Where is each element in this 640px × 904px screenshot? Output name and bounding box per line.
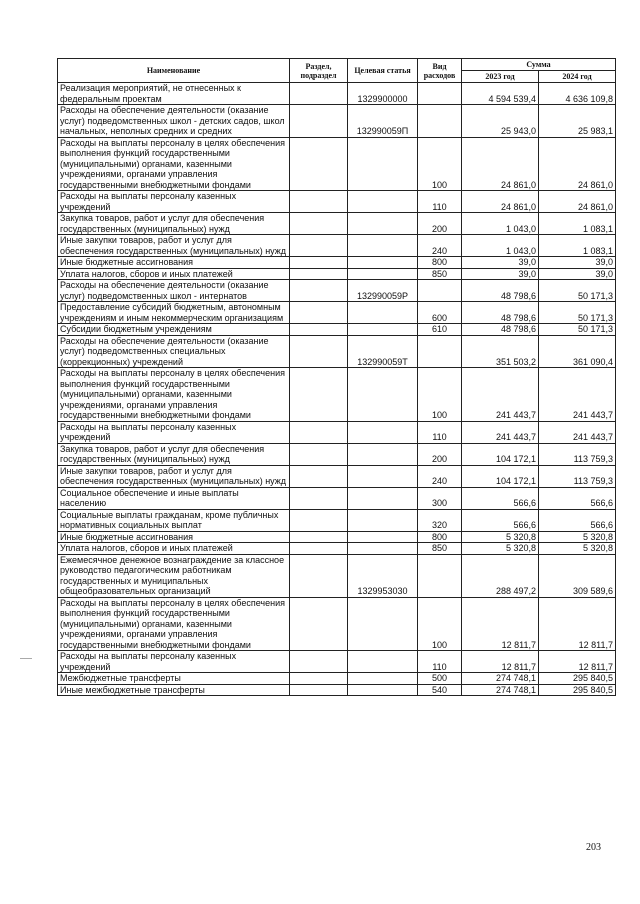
cell-kind: 850	[418, 543, 462, 555]
cell-sum-2023: 48 798,6	[462, 302, 539, 324]
cell-name: Предоставление субсидий бюджетным, автономным учреждениям и иным некоммерческим организациям	[58, 302, 290, 324]
cell-sum-2024: 39,0	[539, 257, 616, 269]
cell-name: Субсидии бюджетным учреждениям	[58, 324, 290, 336]
cell-section	[290, 280, 348, 302]
cell-section	[290, 597, 348, 651]
cell-sum-2023: 5 320,8	[462, 543, 539, 555]
cell-sum-2024: 5 320,8	[539, 543, 616, 555]
cell-sum-2023: 566,6	[462, 509, 539, 531]
cell-sum-2024: 50 171,3	[539, 280, 616, 302]
cell-target	[348, 487, 418, 509]
cell-sum-2023: 25 943,0	[462, 105, 539, 138]
cell-sum-2023: 4 594 539,4	[462, 83, 539, 105]
table-row	[58, 443, 616, 465]
cell-target	[348, 213, 418, 235]
cell-name: Реализация мероприятий, не отнесенных к федеральным проектам	[58, 83, 290, 105]
cell-target	[348, 137, 418, 191]
cell-sum-2023: 24 861,0	[462, 137, 539, 191]
cell-section	[290, 368, 348, 422]
cell-kind: 300	[418, 487, 462, 509]
table-row	[58, 83, 616, 105]
cell-sum-2024: 113 759,3	[539, 443, 616, 465]
cell-section	[290, 335, 348, 368]
cell-kind: 200	[418, 213, 462, 235]
cell-kind: 200	[418, 443, 462, 465]
cell-section	[290, 487, 348, 509]
header-year-2024: 2024 год	[539, 71, 616, 83]
table-row	[58, 673, 616, 685]
cell-name: Расходы на выплаты персоналу казенных учреждений	[58, 651, 290, 673]
cell-kind: 800	[418, 531, 462, 543]
cell-name: Расходы на обеспечение деятельности (оказание услуг) подведомственных специальных (коррекционных) учреждений	[58, 335, 290, 368]
cell-sum-2023: 5 320,8	[462, 531, 539, 543]
cell-target	[348, 268, 418, 280]
cell-target	[348, 651, 418, 673]
cell-section	[290, 651, 348, 673]
table-row	[58, 191, 616, 213]
table-row	[58, 324, 616, 336]
cell-kind: 240	[418, 465, 462, 487]
cell-name: Ежемесячное денежное вознаграждение за классное руководство педагогическим работникам государственных и муниципальных общеобразовательных организаций	[58, 554, 290, 597]
cell-sum-2023: 24 861,0	[462, 191, 539, 213]
table-row	[58, 684, 616, 696]
cell-section	[290, 465, 348, 487]
cell-kind: 110	[418, 651, 462, 673]
cell-target	[348, 235, 418, 257]
cell-name: Социальные выплаты гражданам, кроме публичных нормативных социальных выплат	[58, 509, 290, 531]
table-row	[58, 421, 616, 443]
cell-kind: 110	[418, 191, 462, 213]
cell-target	[348, 673, 418, 685]
cell-kind: 320	[418, 509, 462, 531]
cell-sum-2024: 1 083,1	[539, 213, 616, 235]
cell-section	[290, 137, 348, 191]
cell-target: 1329953030	[348, 554, 418, 597]
cell-kind: 110	[418, 421, 462, 443]
cell-section	[290, 324, 348, 336]
cell-name: Закупка товаров, работ и услуг для обеспечения государственных (муниципальных) нужд	[58, 443, 290, 465]
cell-section	[290, 421, 348, 443]
cell-sum-2024: 309 589,6	[539, 554, 616, 597]
cell-name: Социальное обеспечение и иные выплаты населению	[58, 487, 290, 509]
cell-section	[290, 684, 348, 696]
cell-sum-2023: 274 748,1	[462, 684, 539, 696]
cell-name: Расходы на выплаты персоналу в целях обеспечения выполнения функций государственными (муниципальными) органами, казенными учреждениями, органами управления государственными внебюджетными фондами	[58, 368, 290, 422]
cell-target	[348, 684, 418, 696]
cell-sum-2023: 241 443,7	[462, 368, 539, 422]
cell-sum-2023: 1 043,0	[462, 235, 539, 257]
budget-table	[57, 58, 616, 696]
cell-name: Межбюджетные трансферты	[58, 673, 290, 685]
cell-name: Иные бюджетные ассигнования	[58, 257, 290, 269]
cell-sum-2024: 12 811,7	[539, 651, 616, 673]
cell-sum-2024: 241 443,7	[539, 421, 616, 443]
table-row	[58, 509, 616, 531]
table-body	[58, 83, 616, 696]
cell-kind: 540	[418, 684, 462, 696]
cell-kind	[418, 83, 462, 105]
cell-section	[290, 673, 348, 685]
table-row	[58, 213, 616, 235]
table-row	[58, 465, 616, 487]
cell-section	[290, 235, 348, 257]
cell-sum-2023: 288 497,2	[462, 554, 539, 597]
table-row	[58, 137, 616, 191]
cell-kind	[418, 280, 462, 302]
cell-sum-2023: 1 043,0	[462, 213, 539, 235]
table-row	[58, 554, 616, 597]
cell-sum-2024: 1 083,1	[539, 235, 616, 257]
cell-section	[290, 83, 348, 105]
cell-section	[290, 268, 348, 280]
cell-kind: 610	[418, 324, 462, 336]
cell-target	[348, 597, 418, 651]
cell-name: Иные бюджетные ассигнования	[58, 531, 290, 543]
cell-target	[348, 368, 418, 422]
cell-target	[348, 465, 418, 487]
cell-kind: 100	[418, 137, 462, 191]
header-target: Целевая статья	[348, 59, 418, 83]
header-section: Раздел, подраздел	[290, 59, 348, 83]
cell-sum-2023: 12 811,7	[462, 597, 539, 651]
table-row	[58, 597, 616, 651]
cell-sum-2023: 48 798,6	[462, 280, 539, 302]
cell-section	[290, 213, 348, 235]
cell-sum-2024: 295 840,5	[539, 684, 616, 696]
cell-sum-2024: 4 636 109,8	[539, 83, 616, 105]
cell-sum-2023: 104 172,1	[462, 443, 539, 465]
header-name: Наименование	[58, 59, 290, 83]
cell-sum-2023: 351 503,2	[462, 335, 539, 368]
cell-sum-2024: 5 320,8	[539, 531, 616, 543]
cell-kind: 850	[418, 268, 462, 280]
cell-section	[290, 443, 348, 465]
cell-name: Расходы на обеспечение деятельности (оказание услуг) подведомственных школ - детских садов, школ начальных, неполных средних и средних	[58, 105, 290, 138]
table-row	[58, 257, 616, 269]
cell-kind: 240	[418, 235, 462, 257]
cell-sum-2023: 48 798,6	[462, 324, 539, 336]
header-year-2023: 2023 год	[462, 71, 539, 83]
cell-name: Расходы на обеспечение деятельности (оказание услуг) подведомственных школ - интернатов	[58, 280, 290, 302]
cell-sum-2024: 566,6	[539, 487, 616, 509]
cell-kind	[418, 554, 462, 597]
cell-sum-2024: 241 443,7	[539, 368, 616, 422]
cell-target	[348, 509, 418, 531]
table-row	[58, 651, 616, 673]
table-row	[58, 368, 616, 422]
cell-sum-2024: 295 840,5	[539, 673, 616, 685]
page-number: 203	[586, 842, 601, 853]
header-kind: Вид расходов	[418, 59, 462, 83]
cell-name: Уплата налогов, сборов и иных платежей	[58, 268, 290, 280]
cell-sum-2023: 566,6	[462, 487, 539, 509]
cell-target	[348, 191, 418, 213]
cell-name: Иные закупки товаров, работ и услуг для обеспечения государственных (муниципальных) нужд	[58, 465, 290, 487]
table-row	[58, 105, 616, 138]
cell-kind: 800	[418, 257, 462, 269]
cell-sum-2024: 25 983,1	[539, 105, 616, 138]
cell-section	[290, 554, 348, 597]
cell-sum-2024: 50 171,3	[539, 324, 616, 336]
cell-name: Расходы на выплаты персоналу в целях обеспечения выполнения функций государственными (муниципальными) органами, казенными учреждениями, органами управления государственными внебюджетными фондами	[58, 137, 290, 191]
cell-target: 1329900000	[348, 83, 418, 105]
cell-section	[290, 105, 348, 138]
budget-table-container	[57, 58, 615, 696]
cell-name: Расходы на выплаты персоналу казенных учреждений	[58, 421, 290, 443]
cell-name: Расходы на выплаты персоналу казенных учреждений	[58, 191, 290, 213]
table-row	[58, 531, 616, 543]
table-row	[58, 335, 616, 368]
cell-sum-2023: 104 172,1	[462, 465, 539, 487]
cell-target: 132990059Т	[348, 335, 418, 368]
cell-kind: 100	[418, 368, 462, 422]
cell-name: Иные межбюджетные трансферты	[58, 684, 290, 696]
cell-sum-2024: 24 861,0	[539, 137, 616, 191]
cell-sum-2024: 566,6	[539, 509, 616, 531]
cell-kind: 100	[418, 597, 462, 651]
cell-target	[348, 443, 418, 465]
table-row	[58, 543, 616, 555]
cell-sum-2024: 12 811,7	[539, 597, 616, 651]
cell-sum-2023: 274 748,1	[462, 673, 539, 685]
cell-target	[348, 302, 418, 324]
cell-section	[290, 191, 348, 213]
cell-target	[348, 257, 418, 269]
cell-target	[348, 543, 418, 555]
cell-sum-2024: 361 090,4	[539, 335, 616, 368]
cell-section	[290, 543, 348, 555]
cell-kind: 500	[418, 673, 462, 685]
cell-name: Уплата налогов, сборов и иных платежей	[58, 543, 290, 555]
table-row	[58, 280, 616, 302]
cell-sum-2024: 50 171,3	[539, 302, 616, 324]
cell-name: Закупка товаров, работ и услуг для обеспечения государственных (муниципальных) нужд	[58, 213, 290, 235]
cell-target	[348, 324, 418, 336]
cell-name: Иные закупки товаров, работ и услуг для обеспечения государственных (муниципальных) нужд	[58, 235, 290, 257]
table-row	[58, 268, 616, 280]
cell-sum-2023: 12 811,7	[462, 651, 539, 673]
header-sum: Сумма	[462, 59, 616, 71]
cell-kind	[418, 335, 462, 368]
cell-kind	[418, 105, 462, 138]
cell-target: 132990059Р	[348, 280, 418, 302]
cell-sum-2023: 241 443,7	[462, 421, 539, 443]
cell-target: 132990059П	[348, 105, 418, 138]
cell-section	[290, 257, 348, 269]
cell-kind: 600	[418, 302, 462, 324]
table-row	[58, 487, 616, 509]
cell-sum-2024: 39,0	[539, 268, 616, 280]
cell-sum-2023: 39,0	[462, 257, 539, 269]
cell-name: Расходы на выплаты персоналу в целях обеспечения выполнения функций государственными (муниципальными) органами, казенными учреждениями, органами управления государственными внебюджетными фондами	[58, 597, 290, 651]
cell-section	[290, 531, 348, 543]
cell-target	[348, 421, 418, 443]
cell-target	[348, 531, 418, 543]
table-row	[58, 302, 616, 324]
table-row	[58, 235, 616, 257]
cell-section	[290, 509, 348, 531]
cell-sum-2024: 113 759,3	[539, 465, 616, 487]
margin-mark	[20, 658, 32, 659]
cell-sum-2024: 24 861,0	[539, 191, 616, 213]
cell-section	[290, 302, 348, 324]
cell-sum-2023: 39,0	[462, 268, 539, 280]
